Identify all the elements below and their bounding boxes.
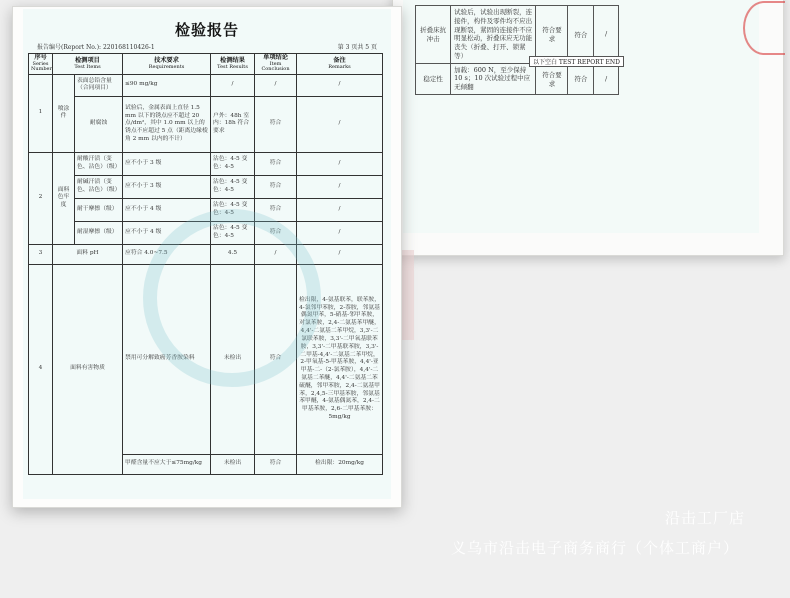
shop-name: 沿击工厂店 (665, 509, 746, 527)
table-cell: 符合 (568, 6, 594, 64)
header-test-results: 检测结果 Test Results (211, 54, 255, 75)
table-row (29, 175, 383, 198)
test-result: 沾色：4-5 变色：4-5 (211, 198, 255, 221)
remark: / (297, 175, 383, 198)
test-result: 4.5 (211, 244, 255, 264)
item-group: 面料色牢度 (53, 152, 75, 244)
conclusion: 符合 (255, 264, 297, 454)
test-item: 面料有害物质 (53, 264, 123, 474)
conclusion: 符合 (255, 152, 297, 175)
sub-item: 耐湿摩擦（级） (75, 221, 123, 244)
requirement: 应不小于 4 级 (123, 221, 211, 244)
requirement: ≤90 mg/kg (123, 74, 211, 96)
table-row (416, 63, 619, 94)
test-result: 沾色：4-5 变色：4-5 (211, 221, 255, 244)
conclusion: 符合 (255, 96, 297, 152)
requirement: 试验后，金属表面上直径 1.5 mm 以下的锈点应不超过 20 点/dm²，其中 1.0 mm 以上的锈点不应超过 5 点（距离边缘棱角 2 mm 以内的不计） (123, 96, 211, 152)
page-info: 第 3 页共 5 页 (337, 44, 377, 51)
table-row (29, 96, 383, 152)
header-test-items: 检测项目 Test Items (53, 54, 123, 75)
test-result: / (211, 74, 255, 96)
front-report-page (12, 6, 402, 508)
series-number: 4 (29, 264, 53, 474)
conclusion: 符合 (255, 198, 297, 221)
table-cell: 符合要求 (536, 6, 568, 64)
conclusion: 符合 (255, 221, 297, 244)
header-requirements: 技术要求 Requirements (123, 54, 211, 75)
sub-item: 耐酸汗渍（变色、沾色）（级） (75, 152, 123, 175)
item-group: 喷涂件 (53, 74, 75, 152)
requirement: 禁用可分解致癌芳香胺染料 (123, 264, 211, 454)
series-number: 2 (29, 152, 53, 244)
requirement: 应不小于 3 级 (123, 175, 211, 198)
remark: / (297, 221, 383, 244)
report-sheet (23, 9, 391, 499)
requirement: 甲醛含量不应大于≤75mg/kg (123, 454, 211, 474)
table-row (29, 221, 383, 244)
test-item: 面料 pH (53, 244, 123, 264)
sub-item: 耐腐蚀 (75, 96, 123, 152)
table-row (29, 74, 383, 96)
table-cell: 符合要求 (536, 63, 568, 94)
sub-item: 表面总铅含量（合同项目） (75, 74, 123, 96)
conclusion: / (255, 244, 297, 264)
requirement: 应符合 4.0~7.5 (123, 244, 211, 264)
remark: / (297, 244, 383, 264)
remark: / (297, 198, 383, 221)
back-report-page (392, 0, 784, 256)
table-row (29, 152, 383, 175)
test-result: 未检出 (211, 264, 255, 454)
requirement: 应不小于 4 级 (123, 198, 211, 221)
test-result: 户外：48h 室内：18h 符合要求 (211, 96, 255, 152)
red-seal-stamp (743, 1, 785, 55)
back-report-sheet (403, 0, 759, 233)
table-cell: 试验后，试验出现断裂，连接件，构件及零件均不应出现断裂，紧固的连接件不应明显松动，折叠床应无功能丧失（折叠、打开、锁紧等） (451, 6, 536, 64)
conclusion: 符合 (255, 454, 297, 474)
report-end-note: 以下空白 TEST REPORT END (529, 56, 624, 67)
header-remarks: 备注 Remarks (297, 54, 383, 75)
header-series: 序号 Series Number (29, 54, 53, 75)
requirement: 应不小于 3 级 (123, 152, 211, 175)
company-name: 义乌市沿击电子商务商行（个体工商户） (451, 539, 740, 557)
series-number: 1 (29, 74, 53, 152)
test-result: 未检出 (211, 454, 255, 474)
table-cell: 稳定性 (416, 63, 451, 94)
table-row (416, 6, 619, 64)
remark: 检出限：20mg/kg (297, 454, 383, 474)
conclusion: 符合 (255, 175, 297, 198)
table-cell: / (594, 6, 619, 64)
sub-item: 耐碱汗渍（变色、沾色）（级） (75, 175, 123, 198)
table-row (29, 264, 383, 454)
test-result: 沾色：4-5 变色：4-5 (211, 152, 255, 175)
remark: / (297, 152, 383, 175)
table-header-row (29, 54, 383, 75)
report-number: 报告编号(Report No.): 220168110426-1 (37, 44, 155, 51)
table-cell: 加载：600 N，至少保持 10 s；10 次试验过程中应无倾翻 (451, 63, 536, 94)
report-title: 检验报告 (174, 21, 239, 39)
header-conclusion: 单项结论 Item Conclusion (255, 54, 297, 75)
table-row (29, 198, 383, 221)
remark: / (297, 74, 383, 96)
inspection-table (28, 53, 383, 475)
back-report-table (415, 5, 619, 95)
table-row (29, 244, 383, 264)
series-number: 3 (29, 244, 53, 264)
remark: / (297, 96, 383, 152)
test-result: 沾色：4-5 变色：4-5 (211, 175, 255, 198)
conclusion: / (255, 74, 297, 96)
table-cell: 符合 (568, 63, 594, 94)
remark: 检出限，4-氨基联苯，联苯胺，4-氯邻甲苯胺，2-萘胺，邻氨基偶氮甲苯，5-硝基-邻甲苯胺，对氯苯胺，2,4-二氨基苯甲醚，4,4'-二氨基二苯甲烷，3,3'-二氯联苯胺，3,3'-二甲氧基联苯胺，3,3'-二甲基联苯胺，3,3'-二甲基-4,4'-二氨基二苯甲烷，2-甲氧基-5-甲基苯胺，4,4'-亚甲基-二-（2-氯苯胺），4,4'-二氨基二苯醚，4,4'-二氨基二苯硫醚，邻甲苯胺，2,4-二氨基甲苯，2,4,5-三甲基苯胺，邻氨基苯甲醚，4-氨基偶氮苯，2,4-二甲基苯胺，2,6-二甲基苯胺：5mg/kg (297, 264, 383, 454)
table-cell: / (594, 63, 619, 94)
sub-item: 耐干摩擦（级） (75, 198, 123, 221)
report-meta (37, 42, 377, 51)
table-cell: 折叠床抗冲击 (416, 6, 451, 64)
